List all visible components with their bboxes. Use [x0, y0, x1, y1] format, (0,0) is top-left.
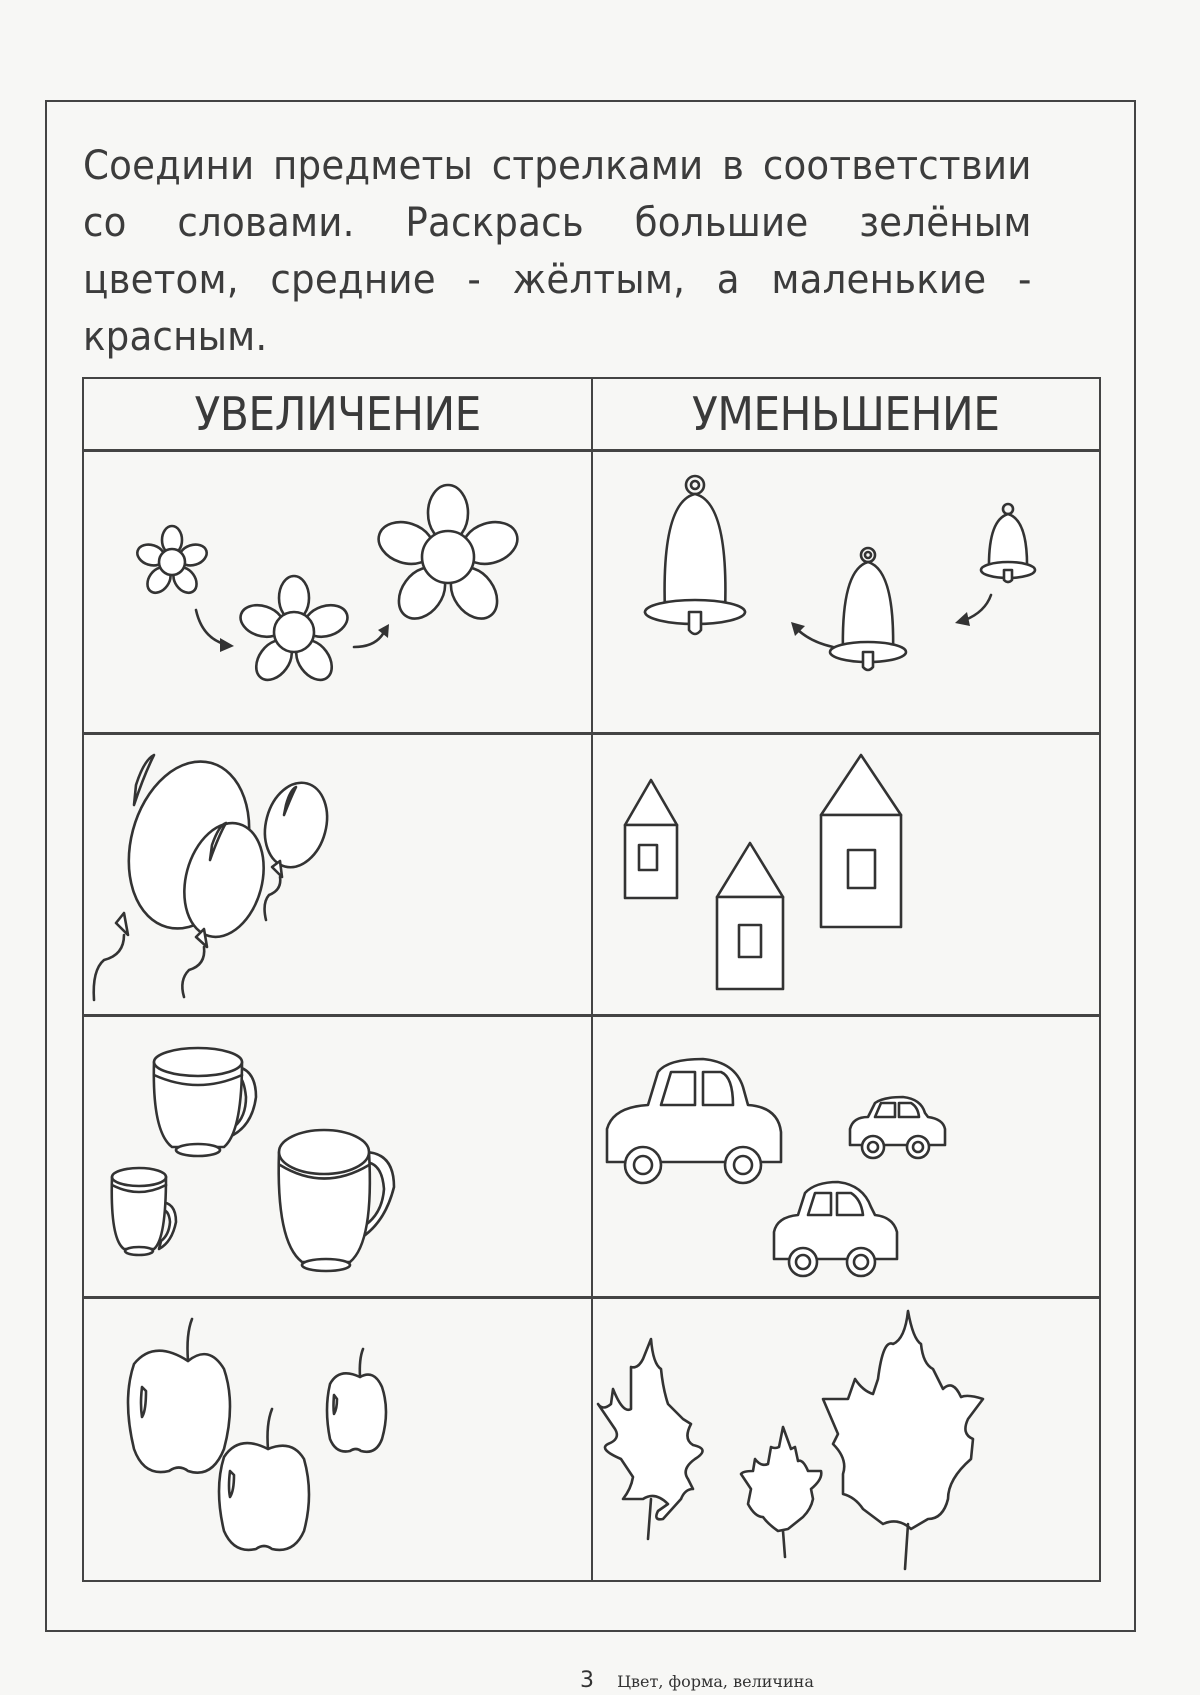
cups-cell [84, 1017, 591, 1299]
maple-leaf-big-icon [823, 1311, 983, 1569]
leaves-cell [593, 1299, 1099, 1582]
house-small-icon [625, 780, 677, 898]
flowers-cell [84, 452, 591, 735]
apple-big-icon [128, 1319, 230, 1473]
bells-cell [593, 452, 1099, 735]
cup-small-icon [112, 1168, 176, 1255]
column-divider [591, 379, 593, 1580]
cars-cell [593, 1017, 1099, 1299]
cup-medium-icon [154, 1048, 256, 1156]
houses-cell [593, 735, 1099, 1017]
apple-medium-icon [219, 1409, 309, 1550]
header-increase: УВЕЛИЧЕНИЕ [194, 387, 481, 441]
arrow-icon [196, 610, 234, 652]
bell-big-icon [645, 476, 745, 634]
page-number: 3 [580, 1668, 594, 1693]
apple-small-icon [327, 1349, 386, 1452]
car-big-icon [607, 1059, 781, 1183]
house-big-icon [821, 755, 901, 927]
page-footer [580, 1668, 814, 1693]
section-title: Цвет, форма, величина [617, 1672, 814, 1691]
car-small-icon [850, 1097, 945, 1158]
bell-medium-icon [830, 548, 906, 670]
worksheet-table [82, 377, 1101, 1582]
bell-small-icon [981, 504, 1035, 582]
balloon-small-icon [256, 776, 336, 920]
arrow-icon [354, 624, 389, 647]
flower-medium-icon [236, 576, 351, 687]
apples-cell [84, 1299, 591, 1582]
car-medium-icon [774, 1182, 897, 1276]
flower-big-icon [373, 485, 523, 627]
maple-leaf-small-icon [741, 1427, 821, 1557]
flower-small-icon [135, 526, 210, 597]
task-instruction: Соедини предметы стрелками в соответствии со словами. Раскрась большие зелёным цветом, средние - жёлтым, а маленькие - красным. [83, 143, 1032, 360]
balloons-cell [84, 735, 591, 1017]
house-medium-icon [717, 843, 783, 989]
header-decrease: УМЕНЬШЕНИЕ [691, 387, 1000, 441]
arrow-icon [791, 622, 833, 647]
maple-leaf-medium-icon [598, 1339, 703, 1539]
cup-big-icon [279, 1130, 394, 1271]
arrow-icon [955, 595, 991, 626]
